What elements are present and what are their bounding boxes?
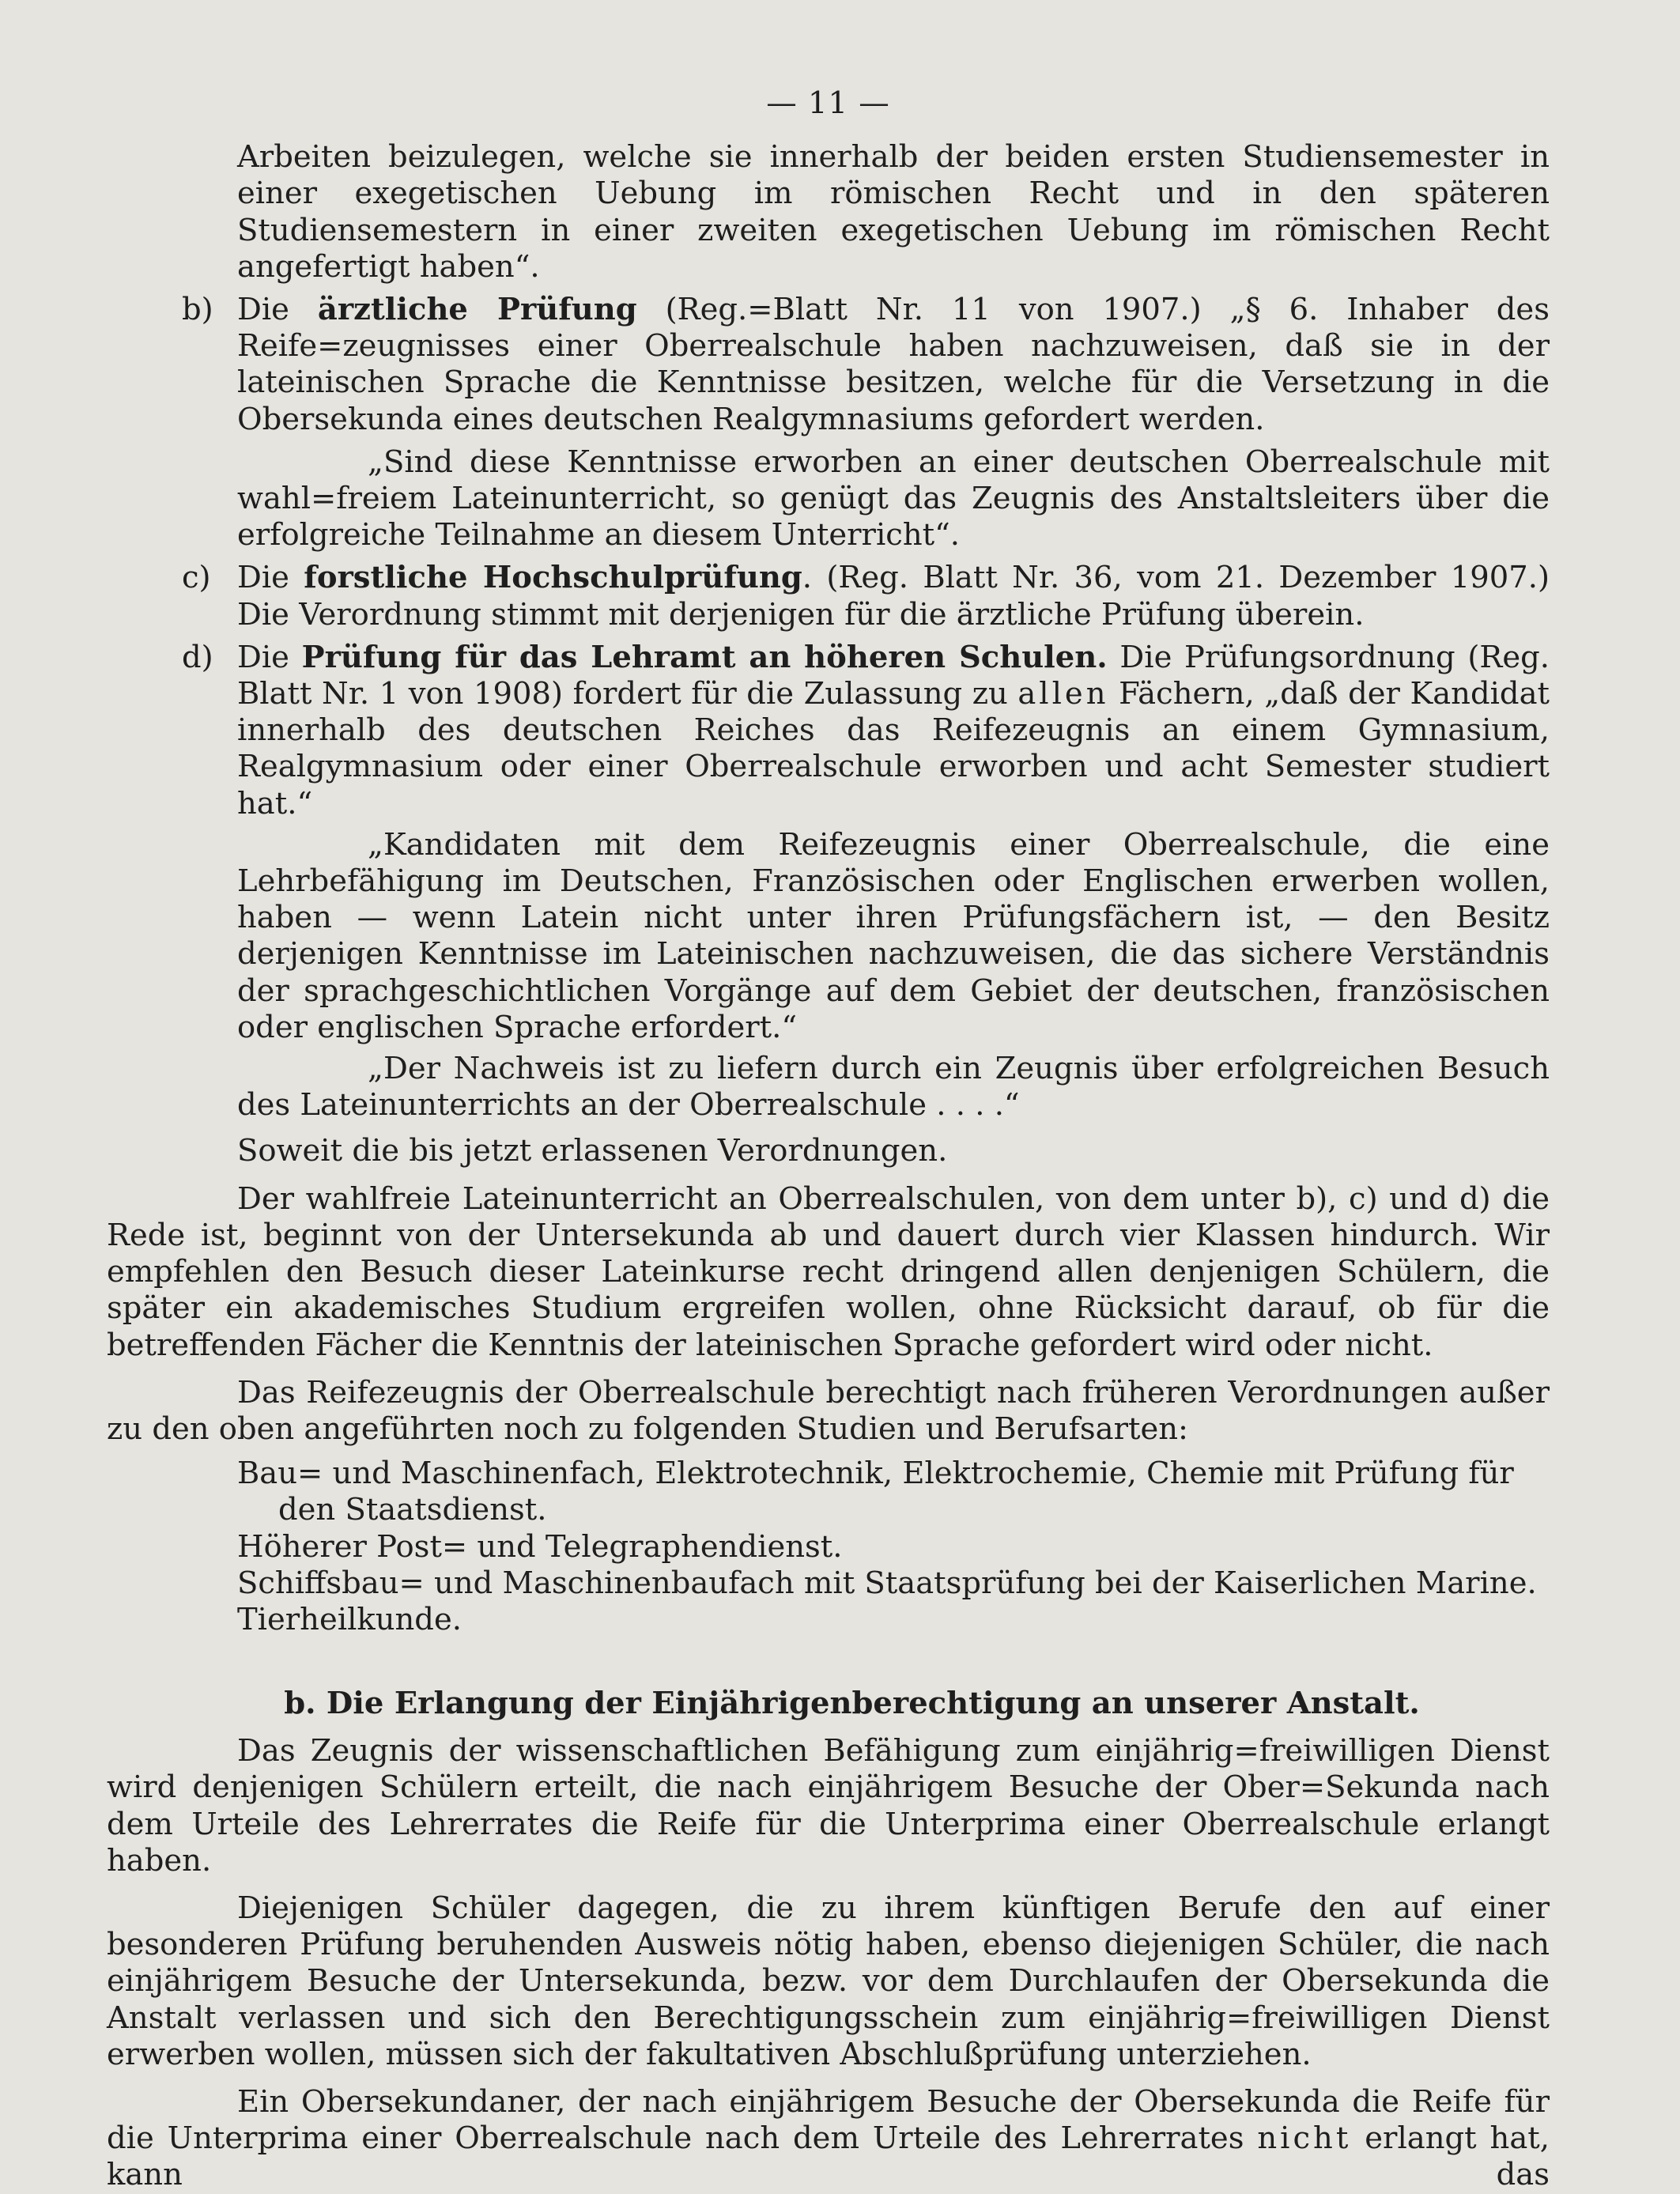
continuation-paragraph: Arbeiten beizulegen, welche sie innerhalb der beiden ersten Studiensemester in einer exegetischen Uebung im römischen Recht und in den späteren Studiensemestern in einer zweiten exegetischen Uebung im römischen Recht angefertigt haben“.: [237, 139, 1550, 285]
list-item-c: c) Die forstliche Hochschulprüfung. (Reg. Blatt Nr. 36, vom 21. Dezember 1907.) Die Verordnung stimmt mit derjenigen für die ärztliche Prüfung überein.: [182, 560, 1550, 633]
body-paragraph: Der wahlfreie Lateinunterricht an Oberrealschulen, von dem unter b), c) und d) die Rede ist, beginnt von der Untersekunda ab und dauert durch vier Klassen hindurch. Wir empfehlen den Besuch dieser Lateinkurse recht dringend allen denjenigen Schülern, die später ein akademisches Studium ergreifen wollen, ohne Rücksicht darauf, ob für die betreffenden Fächer die Kenntnis der lateinischen Sprache gefordert wird oder nicht.: [107, 1180, 1550, 1363]
list-item: Höherer Post= und Telegraphendienst.: [237, 1528, 843, 1565]
spaced-emphasis: nicht: [1257, 2120, 1352, 2157]
item-label: d): [182, 639, 213, 675]
quote-paragraph: „Der Nachweis ist zu liefern durch ein Zeugnis über erfolgreichen Besuch des Lateinunterrichts an der Oberrealschule . . . .“: [237, 1051, 1550, 1123]
item-title: Prüfung für das Lehramt an höheren Schulen.: [301, 639, 1108, 675]
item-title: forstliche Hochschulprüfung: [304, 560, 802, 596]
spaced-emphasis: allen: [1017, 676, 1109, 712]
list-item: Tierheilkunde.: [237, 1601, 462, 1637]
page-number: — 11 —: [766, 85, 890, 121]
item-label: c): [182, 560, 211, 596]
quote-paragraph: „Sind diese Kenntnisse erworben an einer deutschen Oberrealschule mit wahl=freiem Lateinunterricht, so genügt das Zeugnis des Anstaltsleiters über die erfolgreiche Teilnahme an diesem Unterricht“.: [237, 444, 1550, 553]
item-text: (Reg.=Blatt Nr. 11 von 1907.) „§ 6. Inhaber des Reife=zeugnisses einer Oberrealschule haben nachzuweisen, daß sie in der lateinischen Sprache die Kenntnisse besitzen, welche für die Versetzung in die Obersekunda eines deutschen Realgymnasiums gefordert werden.: [237, 292, 1550, 437]
closing-line: Soweit die bis jetzt erlassenen Verordnungen.: [237, 1133, 948, 1169]
list-item: Bau= und Maschinenfach, Elektrotechnik, Elektrochemie, Chemie mit Prüfung für den Staatsdienst.: [237, 1456, 1514, 1528]
body-paragraph: Ein Obersekundaner, der nach einjährigem Besuche der Obersekunda die Reife für die Unterprima einer Oberrealschule nach dem Urteile des Lehrerrates nicht erlangt hat, kann das: [107, 2083, 1550, 2193]
berufsarten-list: [107, 1456, 1550, 1638]
list-item: Schiffsbau= und Maschinenbaufach mit Staatsprüfung bei der Kaiserlichen Marine.: [237, 1565, 1537, 1601]
item-label: b): [182, 292, 213, 328]
item-text: . (Reg. Blatt Nr. 36, vom 21. Dezember 1907.) Die Verordnung stimmt mit derjenigen für die ärztliche Prüfung überein.: [237, 560, 1550, 633]
body-paragraph: Das Zeugnis der wissenschaftlichen Befähigung zum einjährig=freiwilligen Dienst wird denjenigen Schülern erteilt, die nach einjährigem Besuche der Ober=Sekunda nach dem Urteile des Lehrerrates die Reife für die Unterprima einer Oberrealschule erlangt haben.: [107, 1733, 1550, 1879]
section-heading: b. Die Erlangung der Einjährigenberechtigung an unserer Anstalt.: [284, 1686, 1420, 1722]
quote-paragraph: „Kandidaten mit dem Reifezeugnis einer Oberrealschule, die eine Lehrbefähigung im Deutschen, Französischen oder Englischen erwerben wollen, haben — wenn Latein nicht unter ihren Prüfungsfächern ist, — den Besitz derjenigen Kenntnisse im Lateinischen nachzuweisen, die das sichere Verständnis der sprachgeschichtlichen Vorgänge auf dem Gebiet der deutschen, französischen oder englischen Sprache erfordert.“: [237, 826, 1550, 1045]
body-paragraph: Das Reifezeugnis der Oberrealschule berechtigt nach früheren Verordnungen außer zu den oben angeführten noch zu folgenden Studien und Berufsarten:: [107, 1374, 1550, 1447]
item-text: Fächern, „daß der Kandidat innerhalb des deutschen Reiches das Reifezeugnis an einem Gymnasium, Realgymnasium oder einer Oberrealschule erworben und acht Semester studiert hat.“: [237, 676, 1550, 821]
body-paragraph: Diejenigen Schüler dagegen, die zu ihrem künftigen Berufe den auf einer besonderen Prüfung beruhenden Ausweis nötig haben, ebenso diejenigen Schüler, die nach einjährigem Besuche der Untersekunda, bezw. vor dem Durchlaufen der Obersekunda die Anstalt verlassen und sich den Berechtigungsschein zum einjährig=freiwilligen Dienst erwerben wollen, müssen sich der fakultativen Abschlußprüfung unterziehen.: [107, 1890, 1550, 2072]
item-title: ärztliche Prüfung: [317, 292, 637, 328]
list-item-b: b) Die ärztliche Prüfung (Reg.=Blatt Nr. 11 von 1907.) „§ 6. Inhaber des Reife=zeugnisses einer Oberrealschule haben nachzuweisen, daß sie in der lateinischen Sprache die Kenntnisse besitzen, welche für die Versetzung in die Obersekunda eines deutschen Realgymnasiums gefordert werden.: [182, 292, 1550, 437]
item-text: Die Prüfungsordnung (Reg. Blatt Nr. 1 von 1908) fordert für die Zulassung zu: [237, 639, 1550, 712]
list-item-d: d) Die Prüfung für das Lehramt an höheren Schulen. Die Prüfungsordnung (Reg. Blatt Nr. 1 von 1908) fordert für die Zulassung zu allen Fächern, „daß der Kandidat innerhalb des deutschen Reiches das Reifezeugnis an einem Gymnasium, Realgymnasium oder einer Oberrealschule erworben und acht Semester studiert hat.“: [182, 639, 1550, 821]
